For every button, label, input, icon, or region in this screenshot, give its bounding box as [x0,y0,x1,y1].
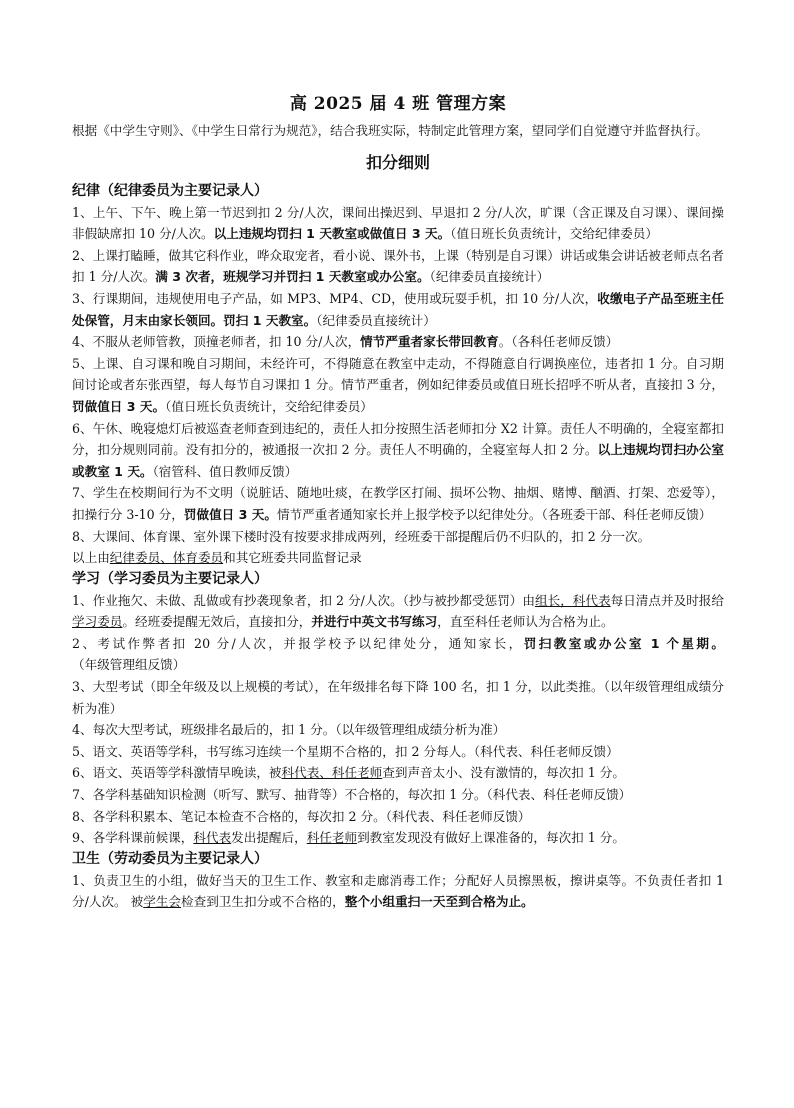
discipline-rule-7: 7、学生在校期间行为不文明（说脏话、随地吐痰，在教学区打闹、损坏公物、抽烟、赌博、酗酒、打架、恋爱等），扣操行分 3-10 分，罚做值日 3 天。情节严重者通知家长并上报学校予以纪律处分。（各班委干部、科任老师反馈） [72,485,724,522]
document-title: 高 2025 届 4 班 管理方案 [289,94,507,114]
section-subtitle: 扣分细则 [365,152,430,172]
discipline-rule-4: 4、不服从老师管教，顶撞老师者，扣 10 分/人次，情节严重者家长带回教育。（各科任老师反馈） [72,334,619,350]
discipline-rule-6: 6、午休、晚寝熄灯后被巡查老师查到违纪的，责任人扣分按照生活老师扣分 X2 计算。责任人不明确的，全寝室都扣分，扣分规则同前。没有扣分的，被通报一次扣 2 分。责任人不明确的，全寝室每人扣 2 分。以上违规均罚扫办公室或教室 1 天。（宿管科、值日教师反馈） [72,420,724,479]
discipline-rule-2: 2、上课打瞌睡，做其它科作业，哗众取宠者，看小说、课外书，上课（特别是自习课）讲话或集会讲话被老师点名者扣 1 分/人次。满 3 次者，班规学习并罚扫 1 天教室或办公室。（纪律委员直接统计） [72,247,724,285]
discipline-rule-1: 1、上午、下午、晚上第一节迟到扣 2 分/人次，课间出操迟到、早退扣 2 分/人次，旷课（含正课及自习课）、课间操非假缺席扣 10 分/人次。以上违规均罚扫 1 天教室或做值日 3 天。（值日班长负责统计，交给纪律委员） [72,204,724,242]
study-rule-6: 6、语文、英语等学科激情早晚读，被科代表、科任老师查到声音太小、没有激情的，每次扣 1 分。 [72,765,625,781]
hygiene-heading: 卫生（劳动委员为主要记录人） [72,850,268,867]
hygiene-rule-1: 1、负责卫生的小组，做好当天的卫生工作、教室和走廊消毒工作；分配好人员擦黑板，擦讲桌等。不负责任者扣 1 分/人次。 被学生会检查到卫生扣分或不合格的，整个小组重扫一天至到合格为止。 [72,872,724,910]
study-rule-9: 9、各学科课前候课，科代表发出提醒后，科任老师到教室发现没有做好上课准备的，每次扣 1 分。 [72,830,625,846]
study-rule-4: 4、每次大型考试，班级排名最后的，扣 1 分。（以年级管理组成绩分析为准） [72,722,506,738]
study-rule-3: 3、大型考试（即全年级及以上规模的考试），在年级排名每下降 100 名，扣 1 分，以此类推。（以年级管理组成绩分析为准） [72,679,724,716]
study-rule-7: 7、各学科基础知识检测（听写、默写、抽背等）不合格的，每次扣 1 分。（科代表、科任老师反馈） [72,787,632,803]
study-rule-1: 1、作业拖欠、未做、乱做或有抄袭现象者，扣 2 分/人次。（抄与被抄都受惩罚）由组长，科代表每日清点并及时报给学习委员。经班委提醒无效后，直接扣分，并进行中英文书写练习，直至科任老师认为合格为止。 [72,592,725,630]
study-rule-5: 5、语文、英语等学科，书写练习连续一个星期不合格的，扣 2 分每人。（科代表、科任老师反馈） [72,743,619,759]
intro-paragraph: 根据《中学生守则》、《中学生日常行为规范》，结合我班实际，特制定此管理方案，望同学们自觉遵守并监督执行。 [72,123,708,138]
discipline-supervisors: 以上由纪律委员、体育委员和其它班委共同监督记录 [72,550,362,566]
study-rule-2: 2、考试作弊者扣 20 分/人次，并报学校予以纪律处分，通知家长，罚扫教室或办公室 1 个星期。（年级管理组反馈） [72,635,724,673]
study-heading: 学习（学习委员为主要记录人） [72,570,268,587]
discipline-rule-5: 5、上课、自习课和晚自习期间，未经许可，不得随意在教室中走动，不得随意自行调换座位，违者扣 1 分。自习期间讨论或者东张西望，每人每节自习课扣 1 分。情节严重者，例如纪律委员或值日班长招呼不听从者，直接扣 3 分，罚做值日 3 天。（值日班长负责统计，交给纪律委员） [72,355,724,414]
study-rule-8: 8、各学科积累本、笔记本检查不合格的，每次扣 2 分。（科代表、科任老师反馈） [72,808,531,824]
discipline-rule-3: 3、行课期间，违规使用电子产品，如 MP3、MP4、CD，使用或玩耍手机，扣 10 分/人次，收缴电子产品至班主任处保管，月末由家长领回。罚扫 1 天教室。（纪律委员直接统计） [72,290,725,328]
discipline-rule-8: 8、大课间、体育课、室外课下楼时没有按要求排成两列，经班委干部提醒后仍不归队的，扣 2 分一次。 [72,528,651,544]
discipline-heading: 纪律（纪律委员为主要记录人） [72,182,268,199]
